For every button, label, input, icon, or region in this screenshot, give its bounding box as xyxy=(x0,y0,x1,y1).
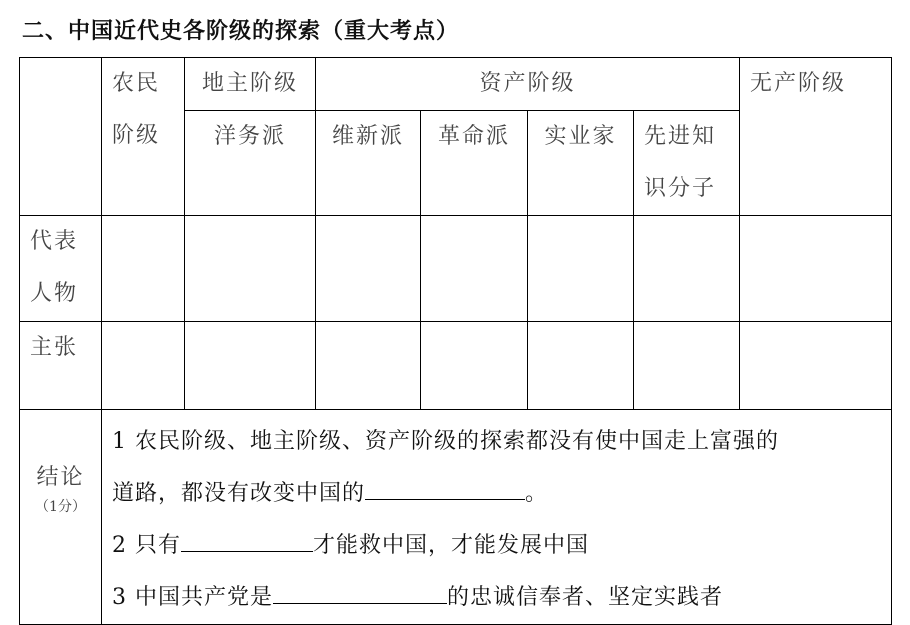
answer-cell[interactable] xyxy=(316,322,421,410)
answer-cell[interactable] xyxy=(421,322,528,410)
answer-cell[interactable] xyxy=(634,216,740,322)
subheader-industrialists: 实业家 xyxy=(528,111,634,216)
row-label-rep-line1: 代表 xyxy=(30,229,79,254)
fill-in-blank[interactable] xyxy=(273,602,447,604)
subheader-westernization: 洋务派 xyxy=(185,111,316,216)
answer-cell[interactable] xyxy=(528,216,634,322)
answer-cell[interactable] xyxy=(316,216,421,322)
row-label-rep-line2: 人物 xyxy=(30,281,79,306)
answer-cell[interactable] xyxy=(634,322,740,410)
item-text: 道路，都没有改变中国的 xyxy=(112,481,366,506)
item-number: 1 xyxy=(112,429,127,454)
page-title: 二、中国近代史各阶级的探索（重大考点） xyxy=(22,19,460,44)
row-label-representatives xyxy=(20,216,102,322)
header-bourgeois: 资产阶级 xyxy=(316,58,740,111)
conclusion-item-2 xyxy=(112,520,881,572)
item-number: 3 xyxy=(112,585,127,610)
subheader-pi-line2: 识分子 xyxy=(644,176,717,201)
item-text: 只有 xyxy=(135,533,182,558)
answer-cell[interactable] xyxy=(421,216,528,322)
header-proletariat: 无产阶级 xyxy=(740,58,892,216)
item-number: 2 xyxy=(112,533,127,558)
subheader-reformists: 维新派 xyxy=(316,111,421,216)
conclusion-label-cell xyxy=(20,410,102,625)
subheader-progressive-intellectuals xyxy=(634,111,740,216)
conclusion-label: 结论 xyxy=(36,465,85,490)
header-landlord: 地主阶级 xyxy=(185,58,316,111)
item-text: 。 xyxy=(525,481,549,506)
item-text: 农民阶级、地主阶级、资产阶级的探索都没有使中国走上富强的 xyxy=(135,429,780,454)
header-peasant-line2: 阶级 xyxy=(112,123,161,148)
answer-cell[interactable] xyxy=(528,322,634,410)
answer-cell[interactable] xyxy=(102,216,185,322)
answer-cell[interactable] xyxy=(740,322,892,410)
row-label-claims: 主张 xyxy=(20,322,102,410)
subheader-revolutionaries: 革命派 xyxy=(421,111,528,216)
corner-cell xyxy=(20,58,102,216)
subheader-pi-line1: 先进知 xyxy=(644,124,717,149)
answer-cell[interactable] xyxy=(102,322,185,410)
conclusion-item-3 xyxy=(112,572,881,624)
answer-cell[interactable] xyxy=(740,216,892,322)
conclusion-score: （1分） xyxy=(35,499,86,515)
item-text: 中国共产党是 xyxy=(135,585,274,610)
conclusion-item-1 xyxy=(112,416,881,468)
header-peasant xyxy=(102,58,185,216)
item-text: 的忠诚信奉者、坚定实践者 xyxy=(447,585,724,610)
fill-in-blank[interactable] xyxy=(365,498,525,500)
item-text: 才能救中国，才能发展中国 xyxy=(313,533,590,558)
fill-in-blank[interactable] xyxy=(181,550,313,552)
conclusion-body xyxy=(102,410,892,625)
conclusion-item-1-cont xyxy=(112,468,881,520)
class-exploration-table xyxy=(19,57,892,625)
answer-cell[interactable] xyxy=(185,216,316,322)
answer-cell[interactable] xyxy=(185,322,316,410)
header-peasant-line1: 农民 xyxy=(112,71,161,96)
